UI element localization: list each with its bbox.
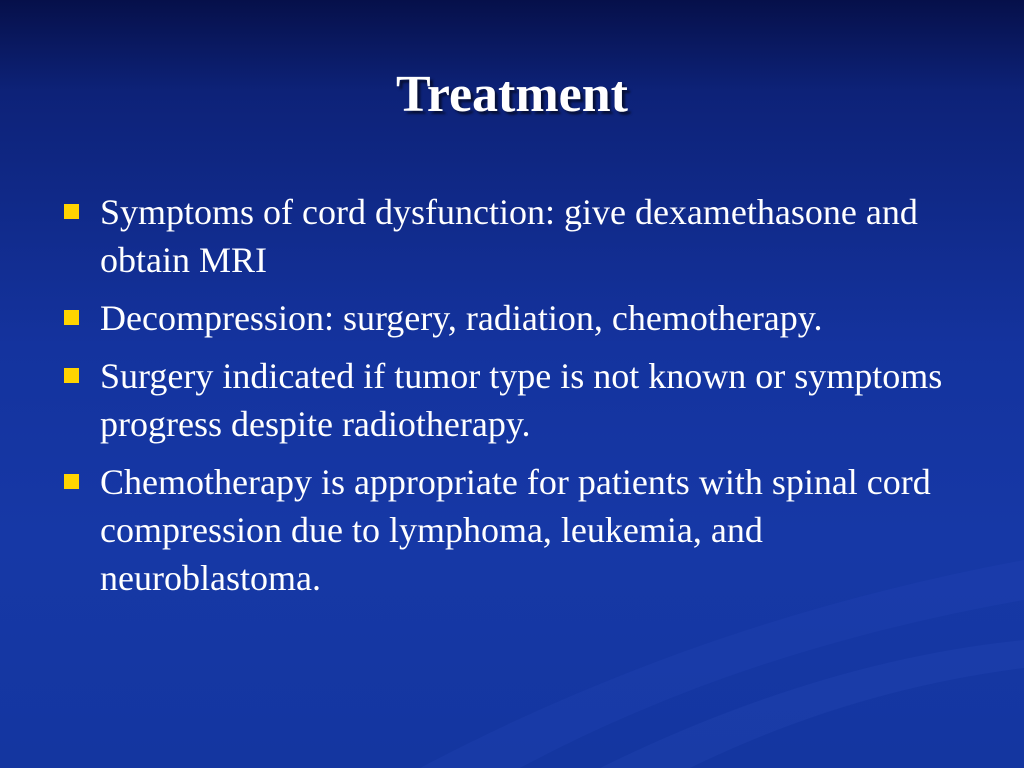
bullet-item: [62, 188, 962, 284]
bullet-text: Symptoms of cord dysfunction: give dexamethasone and obtain MRI: [100, 192, 918, 280]
bullet-text: Chemotherapy is appropriate for patients with spinal cord compression due to lymphoma, leukemia, and neuroblastoma.: [100, 462, 931, 598]
square-bullet-icon: [64, 204, 79, 219]
slide-title: Treatment: [396, 66, 628, 123]
bullet-text: Decompression: surgery, radiation, chemotherapy.: [100, 298, 823, 338]
bullet-list: [62, 188, 962, 612]
square-bullet-icon: [64, 368, 79, 383]
bullet-item: [62, 294, 962, 342]
bullet-item: [62, 458, 962, 602]
square-bullet-icon: [64, 474, 79, 489]
square-bullet-icon: [64, 310, 79, 325]
bullet-text: Surgery indicated if tumor type is not known or symptoms progress despite radiotherapy.: [100, 356, 943, 444]
bullet-item: [62, 352, 962, 448]
